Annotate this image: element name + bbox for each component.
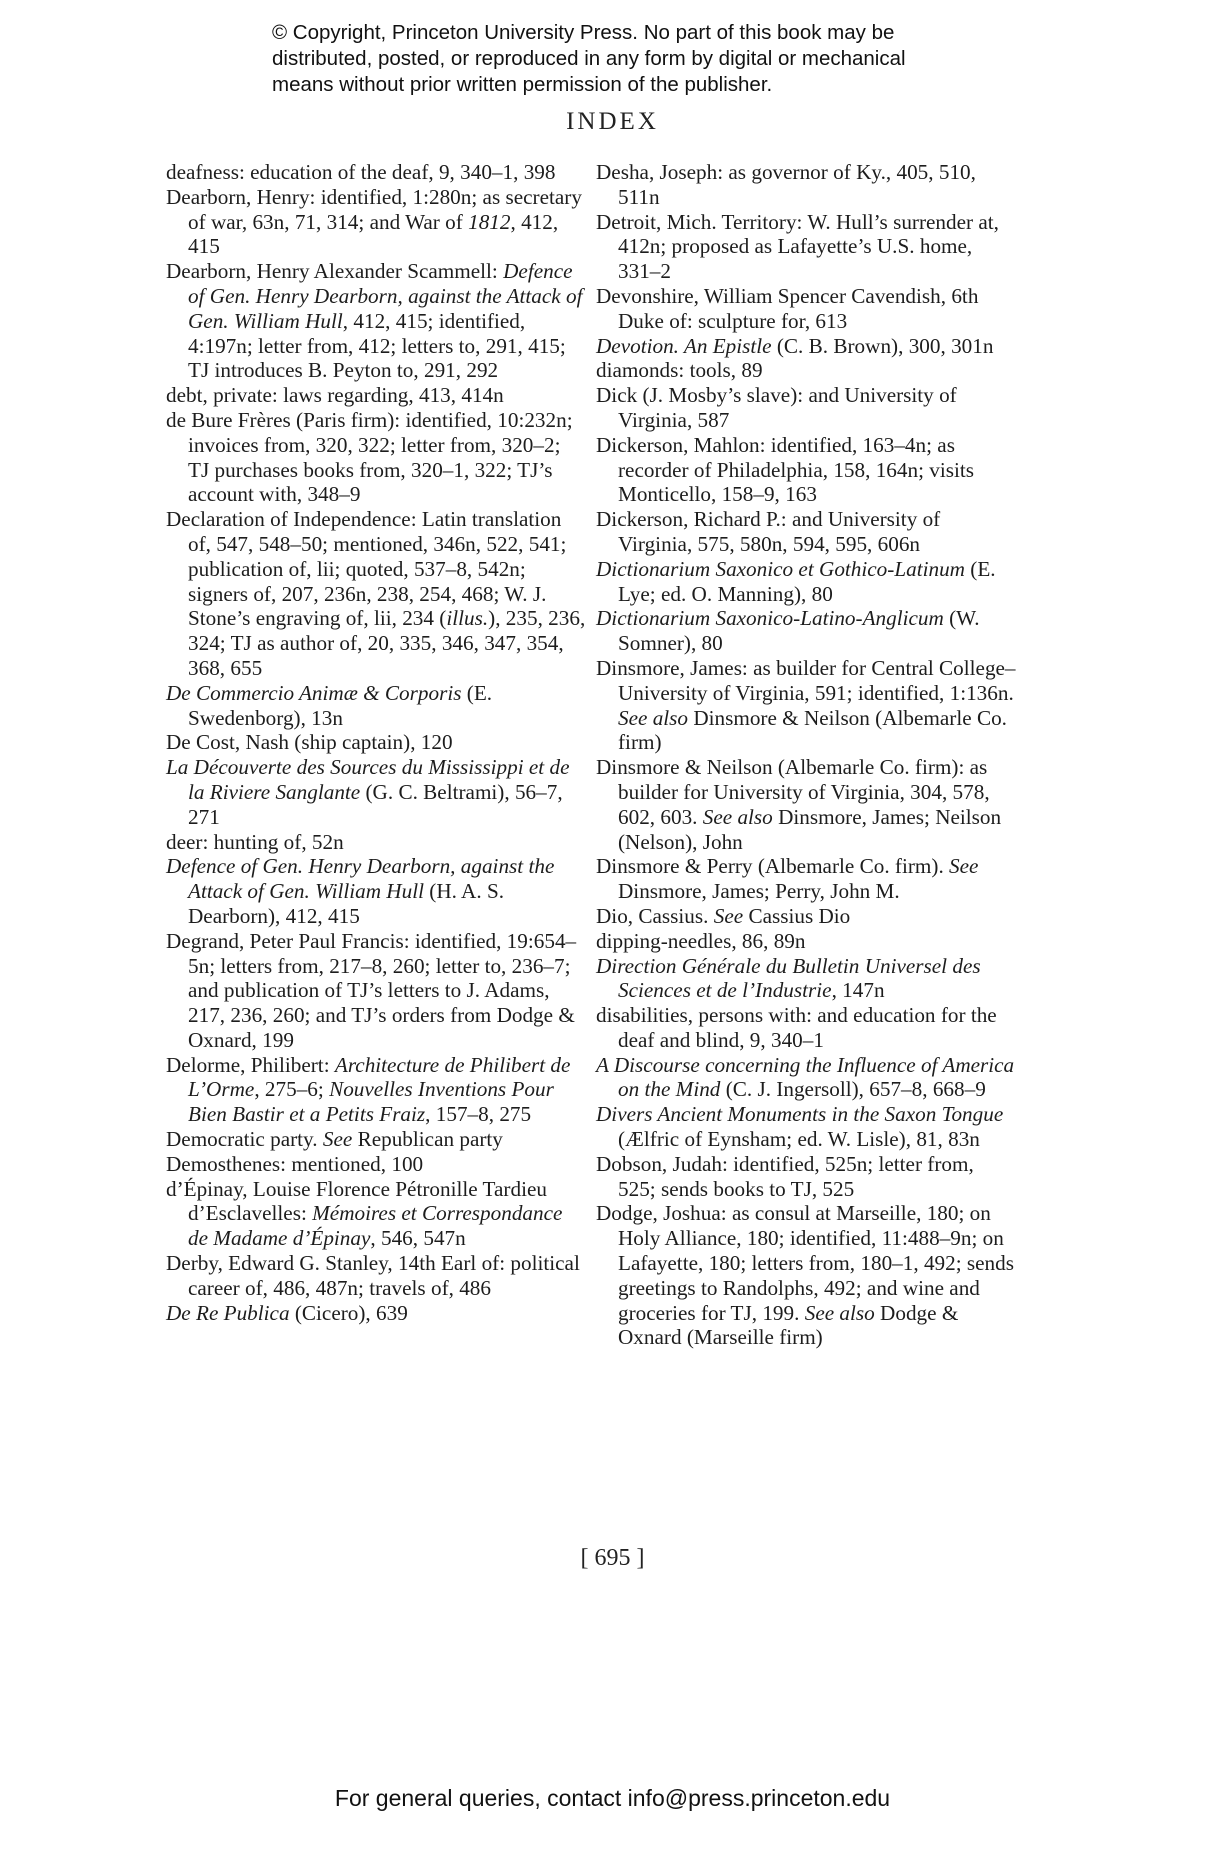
index-entry-text: , 412, 415; identified, 4:197n; letter from, 412; letters to, 291, 415; TJ introduces B. Peyton to, 291, 292 bbox=[188, 308, 566, 383]
index-entry-italic-text: See also bbox=[618, 705, 689, 730]
page-number: [ 695 ] bbox=[580, 1545, 645, 1571]
index-entry-italic-text: Devotion. An Epistle bbox=[596, 333, 772, 358]
index-entry bbox=[166, 185, 586, 259]
index-entry bbox=[596, 1152, 1016, 1202]
index-entry bbox=[596, 854, 1016, 904]
index-entry bbox=[166, 383, 586, 408]
index-entry-italic-text: Dictionarium Saxonico et Gothico-Latinum bbox=[596, 556, 965, 581]
index-entry bbox=[596, 210, 1016, 284]
index-entry-italic-text: A Discourse concerning the Influence of America on the Mind bbox=[596, 1052, 1015, 1102]
index-entry-italic-text: Direction Générale du Bulletin Universel des Sciences et de l’Industrie bbox=[596, 953, 981, 1003]
index-entry-text: (H. A. S. Dearborn), 412, 415 bbox=[188, 879, 505, 928]
index-entry-text: De Cost, Nash (ship captain), 120 bbox=[166, 730, 453, 755]
index-entry bbox=[166, 830, 586, 855]
index-entry-text: Declaration of Independence: Latin translation of, 547, 548–50; mentioned, 346n, 522, 541; publication of, lii; quoted, 537–8, 542n; signers of, 207, 236n, 238, 254, 468; W. J. Stone’s engraving of, lii, 234 ( bbox=[166, 507, 567, 631]
index-entry-text: de Bure Frères (Paris firm): identified, 10:232n; invoices from, 320, 322; letter from, 320–2; TJ purchases books from, 320–1, 322; TJ’s account with, 348–9 bbox=[166, 407, 573, 507]
index-entry bbox=[596, 755, 1016, 854]
index-entry-text: Dinsmore, James; Neilson (Nelson), John bbox=[618, 804, 1002, 854]
index-entry-text: (E. Swedenborg), 13n bbox=[188, 680, 493, 730]
index-entry-text: , 157–8, 275 bbox=[425, 1102, 532, 1127]
index-entry bbox=[596, 656, 1016, 755]
contact-footer: For general queries, contact info@press.princeton.edu bbox=[334, 1785, 891, 1811]
index-entry-text: deer: hunting of, 52n bbox=[166, 829, 344, 854]
index-entry-text: Dick (J. Mosby’s slave): and University of Virginia, 587 bbox=[596, 383, 957, 432]
index-entry bbox=[596, 358, 1016, 383]
index-entry bbox=[166, 1152, 586, 1177]
index-entry-italic-text: Defence of Gen. Henry Dearborn, against the Attack of Gen. William Hull bbox=[188, 259, 583, 333]
index-entry-text: deafness: education of the deaf, 9, 340–1, 398 bbox=[166, 160, 556, 184]
index-entry-text: (Cicero), 639 bbox=[289, 1300, 408, 1325]
index-entry-text: Dinsmore & Perry (Albemarle Co. firm). bbox=[596, 854, 950, 879]
index-entry-italic-text: Divers Ancient Monuments in the Saxon Tongue bbox=[596, 1102, 1004, 1127]
copyright-line: © Copyright, Princeton University Press. No part of this book may be bbox=[272, 21, 895, 44]
copyright-line: distributed, posted, or reproduced in any form by digital or mechanical bbox=[272, 47, 906, 70]
copyright-notice bbox=[272, 20, 1032, 98]
index-entry-text: dipping-needles, 86, 89n bbox=[596, 928, 806, 953]
index-entry-text: ), 235, 236, 324; TJ as author of, 20, 335, 346, 347, 354, 368, 655 bbox=[188, 606, 586, 680]
index-entry-text: , 147n bbox=[831, 978, 885, 1003]
index-entry-text: (E. Lye; ed. O. Manning), 80 bbox=[618, 556, 996, 606]
index-entry-text: (G. C. Beltrami), 56–7, 271 bbox=[188, 779, 563, 829]
index-entry-italic-text: See also bbox=[804, 1300, 875, 1325]
index-entry bbox=[166, 1053, 586, 1127]
index-entry bbox=[596, 284, 1016, 334]
index-entry bbox=[596, 1201, 1016, 1350]
index-entry bbox=[166, 1177, 586, 1251]
index-entry bbox=[166, 507, 586, 681]
index-entry-text: Dinsmore, James: as builder for Central College–University of Virginia, 591; identified, 1:136n. bbox=[596, 655, 1016, 705]
index-entry bbox=[166, 755, 586, 829]
index-entry-text: Cassius Dio bbox=[743, 903, 851, 928]
index-entry bbox=[166, 681, 586, 731]
index-entry bbox=[596, 160, 1016, 210]
index-entry-text: Desha, Joseph: as governor of Ky., 405, 510, 511n bbox=[596, 160, 976, 209]
index-entry-text: Detroit, Mich. Territory: W. Hull’s surrender at, 412n; proposed as Lafayette’s U.S. home, 331–2 bbox=[596, 209, 999, 284]
index-entry bbox=[596, 433, 1016, 507]
index-entry-text: Dinsmore, James; Perry, John M. bbox=[618, 879, 900, 904]
index-entry bbox=[596, 334, 1016, 359]
index-entry-text: Degrand, Peter Paul Francis: identified, 19:654–5n; letters from, 217–8, 260; letter to, 236–7; and publication of TJ’s letters to J. Adams, 217, 236, 260; and TJ’s orders from Dodge & Oxnard, 199 bbox=[166, 928, 577, 1052]
index-entry-text: Dio, Cassius. bbox=[596, 903, 714, 928]
index-entry-text: disabilities, persons with: and education for the deaf and blind, 9, 340–1 bbox=[596, 1003, 997, 1052]
index-entry-text: (C. B. Brown), 300, 301n bbox=[771, 333, 994, 358]
index-entry bbox=[166, 1301, 586, 1326]
index-entry-italic-text: illus. bbox=[446, 606, 489, 631]
index-entry bbox=[596, 507, 1016, 557]
index-entry-italic-text: La Découverte des Sources du Mississippi et de la Riviere Sanglante bbox=[166, 755, 570, 804]
index-entry-text: Delorme, Philibert: bbox=[166, 1052, 335, 1077]
index-entry-text: Dobson, Judah: identified, 525n; letter from, 525; sends books to TJ, 525 bbox=[596, 1151, 974, 1201]
index-entry-text: diamonds: tools, 89 bbox=[596, 358, 763, 383]
index-entry-italic-text: See also bbox=[702, 804, 773, 829]
index-entry-text: Dearborn, Henry: identified, 1:280n; as secretary of war, 63n, 71, 314; and War of bbox=[166, 184, 582, 234]
index-entry-italic-text: Defence of Gen. Henry Dearborn, against the Attack of Gen. William Hull bbox=[166, 854, 555, 904]
index-entry bbox=[596, 954, 1016, 1004]
index-entry-text: d’Épinay, Louise Florence Pétronille Tardieu d’Esclavelles: bbox=[166, 1176, 547, 1226]
index-entry-italic-text: See bbox=[949, 854, 979, 879]
index-entry-text: Dickerson, Mahlon: identified, 163–4n; as recorder of Philadelphia, 158, 164n; visits Monticello, 158–9, 163 bbox=[596, 432, 974, 507]
index-entry-text: Dinsmore & Neilson (Albemarle Co. firm): as builder for University of Virginia, 304, 578, 602, 603. bbox=[596, 755, 990, 829]
index-entry bbox=[596, 1053, 1016, 1103]
copyright-line: means without prior written permission of the publisher. bbox=[272, 73, 773, 96]
index-entry-text: (Ælfric of Eynsham; ed. W. Lisle), 81, 83n bbox=[618, 1127, 980, 1152]
index-entry-text: , 546, 547n bbox=[370, 1226, 466, 1251]
index-entry bbox=[166, 408, 586, 507]
index-entry-text: , 275–6; bbox=[254, 1077, 330, 1102]
index-entry-italic-text: Dictionarium Saxonico-Latino-Anglicum bbox=[596, 606, 944, 631]
index-entry-text: (C. J. Ingersoll), 657–8, 668–9 bbox=[720, 1077, 986, 1102]
index-entry bbox=[596, 929, 1016, 954]
index-entry-text: Dickerson, Richard P.: and University of Virginia, 575, 580n, 594, 595, 606n bbox=[596, 507, 941, 556]
index-entry bbox=[166, 1251, 586, 1301]
index-entry-text: Dearborn, Henry Alexander Scammell: bbox=[166, 259, 504, 284]
index-entry-italic-text: See bbox=[713, 903, 744, 928]
index-entry bbox=[166, 1127, 586, 1152]
index-entry-text: debt, private: laws regarding, 413, 414n bbox=[166, 383, 504, 408]
index-entry-text: , 412, 415 bbox=[188, 209, 559, 259]
index-entry-text: Dodge & Oxnard (Marseille firm) bbox=[618, 1300, 959, 1350]
running-head: INDEX bbox=[566, 108, 659, 135]
index-entry bbox=[166, 160, 586, 185]
index-entry bbox=[596, 904, 1016, 929]
index-entry bbox=[166, 929, 586, 1053]
index-entry-text: Republican party bbox=[352, 1127, 503, 1152]
index-entry-text: (W. Somner), 80 bbox=[618, 606, 980, 656]
index-entry bbox=[596, 383, 1016, 433]
index-entry-text: Democratic party. bbox=[166, 1127, 323, 1152]
index-column-left bbox=[166, 160, 586, 1325]
index-column-right bbox=[596, 160, 1016, 1350]
index-entry-italic-text: Nouvelles Inventions Pour Bien Bastir et a Petits Fraiz bbox=[188, 1077, 554, 1127]
index-entry bbox=[596, 606, 1016, 656]
index-entry-text: Dodge, Joshua: as consul at Marseille, 180; on Holy Alliance, 180; identified, 11:488–9n; on Lafayette, 180; letters from, 180–1, 492; sends greetings to Randolphs, 492; and wine and groceries for TJ, 199. bbox=[596, 1201, 1014, 1325]
index-entry-italic-text: Architecture de Philibert de L’Orme bbox=[188, 1052, 571, 1102]
index-entry-italic-text: De Commercio Animæ & Corporis bbox=[166, 680, 462, 705]
index-entry-italic-text: Mémoires et Correspondance de Madame d’Épinay bbox=[188, 1201, 563, 1251]
index-entry-italic-text: 1812 bbox=[468, 209, 511, 234]
index-entry bbox=[596, 1003, 1016, 1053]
index-entry bbox=[166, 259, 586, 383]
index-entry bbox=[596, 557, 1016, 607]
index-entry-italic-text: De Re Publica bbox=[166, 1300, 290, 1325]
index-entry-text: Demosthenes: mentioned, 100 bbox=[166, 1151, 424, 1176]
index-entry-text: Dinsmore & Neilson (Albemarle Co. firm) bbox=[618, 705, 1007, 755]
index-entry bbox=[166, 730, 586, 755]
index-entry-text: Devonshire, William Spencer Cavendish, 6th Duke of: sculpture for, 613 bbox=[596, 283, 979, 333]
index-entry-italic-text: See bbox=[322, 1127, 353, 1152]
index-entry bbox=[166, 854, 586, 928]
index-entry-text: Derby, Edward G. Stanley, 14th Earl of: political career of, 486, 487n; travels of, 486 bbox=[166, 1251, 580, 1300]
index-entry bbox=[596, 1102, 1016, 1152]
